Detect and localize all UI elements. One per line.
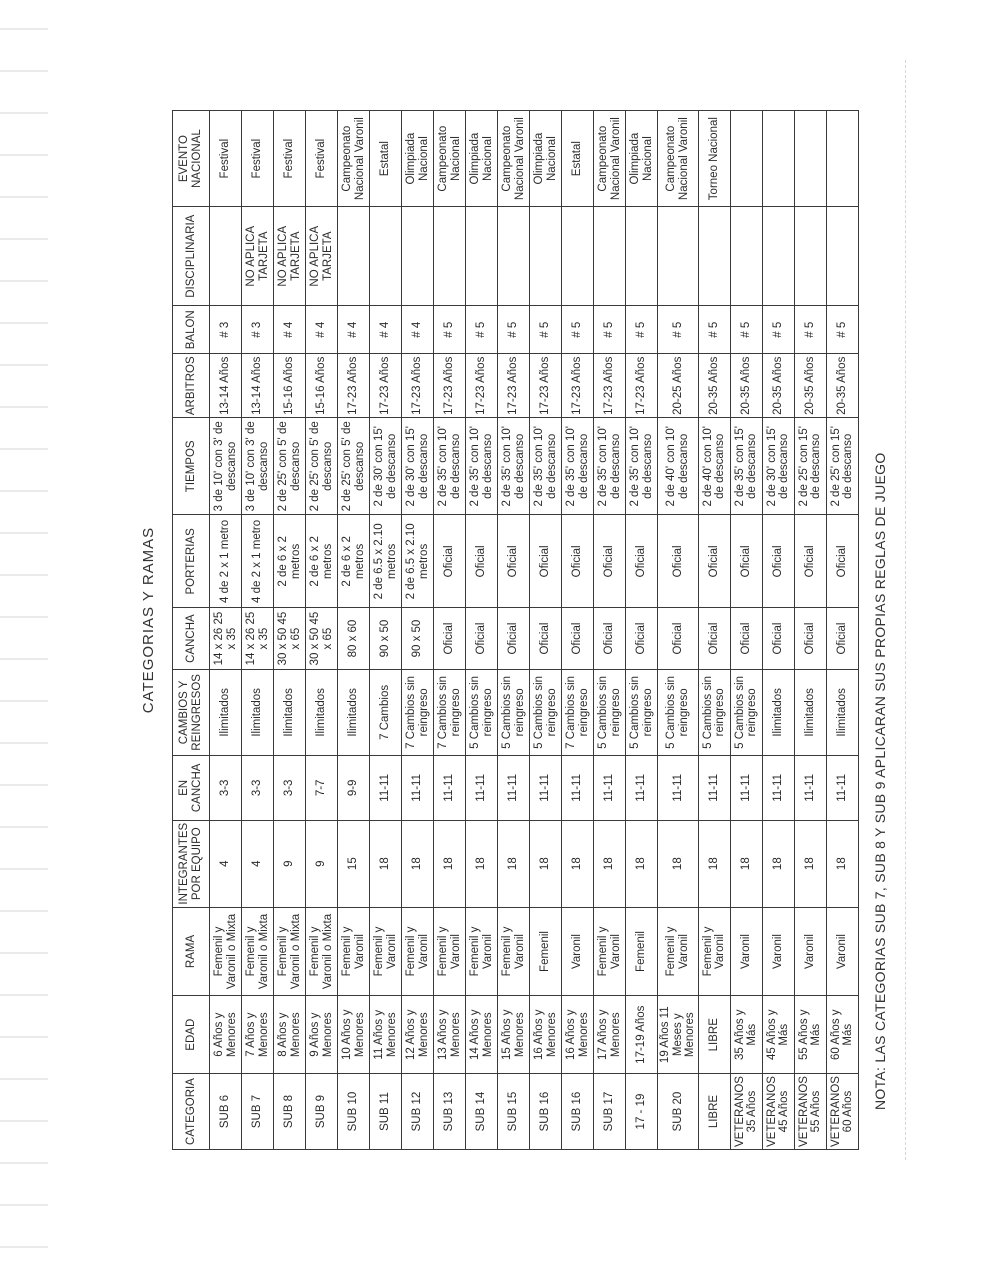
cell-balon: # 5 bbox=[562, 306, 594, 354]
cell-integrantes: 9 bbox=[306, 820, 338, 907]
cell-cambios: Ilimitados bbox=[762, 669, 794, 755]
cell-evento: Campeonato Nacional bbox=[434, 111, 466, 207]
cell-porterias: Oficial bbox=[466, 515, 498, 608]
cell-evento: Campeonato Nacional Varonil bbox=[658, 111, 699, 207]
cell-categoria: SUB 8 bbox=[274, 1074, 306, 1150]
cell-cancha: Oficial bbox=[698, 608, 730, 669]
cell-disciplinaria bbox=[434, 207, 466, 306]
cell-cambios: Ilimitados bbox=[826, 669, 858, 755]
cell-cambios: 7 Cambios sin reingreso bbox=[402, 669, 434, 755]
cell-cambios: Ilimitados bbox=[306, 669, 338, 755]
table-row bbox=[762, 111, 794, 1150]
cell-categoria: SUB 13 bbox=[434, 1074, 466, 1150]
cell-tiempos: 2 de 40' con 10' de descanso bbox=[698, 418, 730, 515]
cell-rama: Varonil bbox=[794, 907, 826, 996]
cell-cancha: Oficial bbox=[826, 608, 858, 669]
table-row bbox=[274, 111, 306, 1150]
cell-integrantes: 18 bbox=[594, 820, 626, 907]
cell-integrantes: 18 bbox=[826, 820, 858, 907]
table-row bbox=[626, 111, 658, 1150]
table-header-row bbox=[173, 111, 210, 1150]
cell-arbitros: 17-23 Años bbox=[594, 354, 626, 418]
cell-en-cancha: 11-11 bbox=[530, 755, 562, 820]
cell-en-cancha: 11-11 bbox=[698, 755, 730, 820]
cell-edad: 45 Años y Más bbox=[762, 996, 794, 1074]
cell-balon: # 5 bbox=[594, 306, 626, 354]
cell-cancha: Oficial bbox=[730, 608, 762, 669]
cell-integrantes: 18 bbox=[658, 820, 699, 907]
cell-en-cancha: 11-11 bbox=[762, 755, 794, 820]
cell-rama: Varonil bbox=[762, 907, 794, 996]
cell-edad: 55 Años y Más bbox=[794, 996, 826, 1074]
cell-integrantes: 9 bbox=[274, 820, 306, 907]
cell-edad: 6 Años y Menores bbox=[210, 996, 242, 1074]
cell-rama: Femenil y Varonil bbox=[402, 907, 434, 996]
cell-porterias: Oficial bbox=[826, 515, 858, 608]
cell-cambios: 7 Cambios bbox=[370, 669, 402, 755]
cell-disciplinaria bbox=[762, 207, 794, 306]
cell-rama: Varonil bbox=[730, 907, 762, 996]
cell-categoria: SUB 16 bbox=[562, 1074, 594, 1150]
cell-balon: # 4 bbox=[402, 306, 434, 354]
cell-balon: # 4 bbox=[338, 306, 370, 354]
cell-tiempos: 2 de 25' con 15' de descanso bbox=[794, 418, 826, 515]
cell-evento: Campeonato Nacional Varonil bbox=[338, 111, 370, 207]
cell-integrantes: 4 bbox=[210, 820, 242, 907]
header-cancha: CANCHA bbox=[173, 608, 210, 669]
cell-balon: # 5 bbox=[826, 306, 858, 354]
cell-arbitros: 17-23 Años bbox=[370, 354, 402, 418]
cell-cancha: 30 x 50 45 x 65 bbox=[306, 608, 338, 669]
cell-porterias: Oficial bbox=[498, 515, 530, 608]
cell-categoria: SUB 9 bbox=[306, 1074, 338, 1150]
cell-disciplinaria bbox=[498, 207, 530, 306]
cell-disciplinaria bbox=[402, 207, 434, 306]
cell-integrantes: 18 bbox=[762, 820, 794, 907]
cell-arbitros: 13-14 Años bbox=[210, 354, 242, 418]
cell-edad: 12 Años y Menores bbox=[402, 996, 434, 1074]
table-row bbox=[466, 111, 498, 1150]
categories-table bbox=[172, 110, 859, 1150]
cell-porterias: Oficial bbox=[530, 515, 562, 608]
cell-categoria: SUB 7 bbox=[242, 1074, 274, 1150]
cell-categoria: VETERANOS 35 Años bbox=[730, 1074, 762, 1150]
table-row bbox=[794, 111, 826, 1150]
cell-edad: 10 Años y Menores bbox=[338, 996, 370, 1074]
cell-en-cancha: 11-11 bbox=[562, 755, 594, 820]
header-porterias: PORTERIAS bbox=[173, 515, 210, 608]
cell-cancha: 90 x 50 bbox=[370, 608, 402, 669]
cell-disciplinaria bbox=[530, 207, 562, 306]
cell-balon: # 5 bbox=[730, 306, 762, 354]
cell-porterias: Oficial bbox=[762, 515, 794, 608]
cell-cambios: 7 Cambios sin reingreso bbox=[562, 669, 594, 755]
cell-tiempos: 2 de 35' con 10' de descanso bbox=[434, 418, 466, 515]
cell-evento: Festival bbox=[242, 111, 274, 207]
cell-balon: # 4 bbox=[274, 306, 306, 354]
cell-categoria: LIBRE bbox=[698, 1074, 730, 1150]
cell-disciplinaria bbox=[210, 207, 242, 306]
cell-edad: 60 Años y Más bbox=[826, 996, 858, 1074]
cell-tiempos: 2 de 35' con 15' de descanso bbox=[730, 418, 762, 515]
cell-cambios: 5 Cambios sin reingreso bbox=[594, 669, 626, 755]
cell-disciplinaria: NO APLICA TARJETA bbox=[274, 207, 306, 306]
cell-evento bbox=[794, 111, 826, 207]
cell-rama: Femenil y Varonil o Mixta bbox=[274, 907, 306, 996]
cell-rama: Femenil y Varonil o Mixta bbox=[306, 907, 338, 996]
cell-balon: # 3 bbox=[210, 306, 242, 354]
cell-categoria: SUB 6 bbox=[210, 1074, 242, 1150]
cell-categoria: SUB 16 bbox=[530, 1074, 562, 1150]
cell-en-cancha: 11-11 bbox=[730, 755, 762, 820]
cell-disciplinaria bbox=[794, 207, 826, 306]
cell-cancha: Oficial bbox=[562, 608, 594, 669]
header-evento: EVENTO NACIONAL bbox=[173, 111, 210, 207]
cell-en-cancha: 11-11 bbox=[626, 755, 658, 820]
cell-disciplinaria bbox=[826, 207, 858, 306]
cell-edad: 17 Años y Menores bbox=[594, 996, 626, 1074]
cell-disciplinaria bbox=[594, 207, 626, 306]
header-tiempos: TIEMPOS bbox=[173, 418, 210, 515]
table-row bbox=[338, 111, 370, 1150]
cell-cancha: Oficial bbox=[530, 608, 562, 669]
cell-en-cancha: 3-3 bbox=[274, 755, 306, 820]
cell-integrantes: 18 bbox=[626, 820, 658, 907]
table-row bbox=[730, 111, 762, 1150]
cell-integrantes: 18 bbox=[402, 820, 434, 907]
cell-en-cancha: 11-11 bbox=[370, 755, 402, 820]
cell-disciplinaria bbox=[562, 207, 594, 306]
cell-en-cancha: 11-11 bbox=[794, 755, 826, 820]
cell-arbitros: 15-16 Años bbox=[306, 354, 338, 418]
cell-en-cancha: 11-11 bbox=[594, 755, 626, 820]
cell-cambios: Ilimitados bbox=[210, 669, 242, 755]
cell-tiempos: 2 de 30' con 15' de descanso bbox=[370, 418, 402, 515]
cell-tiempos: 2 de 30' con 15' de descanso bbox=[762, 418, 794, 515]
cell-categoria: VETERANOS 55 Años bbox=[794, 1074, 826, 1150]
cell-en-cancha: 3-3 bbox=[242, 755, 274, 820]
cell-integrantes: 18 bbox=[370, 820, 402, 907]
cell-cambios: Ilimitados bbox=[274, 669, 306, 755]
cell-balon: # 5 bbox=[698, 306, 730, 354]
cell-evento: Festival bbox=[210, 111, 242, 207]
cell-balon: # 3 bbox=[242, 306, 274, 354]
cell-en-cancha: 11-11 bbox=[658, 755, 699, 820]
cell-evento: Estatal bbox=[370, 111, 402, 207]
header-arbitros: ARBITROS bbox=[173, 354, 210, 418]
cell-categoria: SUB 15 bbox=[498, 1074, 530, 1150]
cell-arbitros: 17-23 Años bbox=[402, 354, 434, 418]
cell-cancha: Oficial bbox=[498, 608, 530, 669]
cell-cancha: Oficial bbox=[762, 608, 794, 669]
cell-cambios: Ilimitados bbox=[338, 669, 370, 755]
cell-evento: Olimpiada Nacional bbox=[626, 111, 658, 207]
table-row bbox=[498, 111, 530, 1150]
header-rama: RAMA bbox=[173, 907, 210, 996]
cell-cancha: Oficial bbox=[594, 608, 626, 669]
table-row bbox=[530, 111, 562, 1150]
cell-categoria: SUB 10 bbox=[338, 1074, 370, 1150]
header-en-cancha: EN CANCHA bbox=[173, 755, 210, 820]
cell-tiempos: 2 de 35' con 10' de descanso bbox=[626, 418, 658, 515]
cell-categoria: 17 - 19 bbox=[626, 1074, 658, 1150]
cell-cambios: 5 Cambios sin reingreso bbox=[658, 669, 699, 755]
cell-en-cancha: 7-7 bbox=[306, 755, 338, 820]
cell-evento: Olimpiada Nacional bbox=[466, 111, 498, 207]
cell-arbitros: 13-14 Años bbox=[242, 354, 274, 418]
cell-rama: Femenil y Varonil bbox=[594, 907, 626, 996]
table-row bbox=[658, 111, 699, 1150]
cell-rama: Femenil bbox=[626, 907, 658, 996]
cell-cancha: 90 x 50 bbox=[402, 608, 434, 669]
cell-edad: 8 Años y Menores bbox=[274, 996, 306, 1074]
cell-evento bbox=[826, 111, 858, 207]
cell-balon: # 5 bbox=[626, 306, 658, 354]
cell-edad: 15 Años y Menores bbox=[498, 996, 530, 1074]
cell-arbitros: 20-35 Años bbox=[730, 354, 762, 418]
cell-arbitros: 17-23 Años bbox=[338, 354, 370, 418]
cell-rama: Femenil y Varonil o Mixta bbox=[242, 907, 274, 996]
cell-integrantes: 18 bbox=[466, 820, 498, 907]
cell-edad: 19 Años 11 Meses y Menores bbox=[658, 996, 699, 1074]
cell-balon: # 5 bbox=[762, 306, 794, 354]
cell-cambios: 5 Cambios sin reingreso bbox=[626, 669, 658, 755]
cell-arbitros: 17-23 Años bbox=[562, 354, 594, 418]
table-row bbox=[434, 111, 466, 1150]
cell-arbitros: 17-23 Años bbox=[466, 354, 498, 418]
cell-rama: Varonil bbox=[826, 907, 858, 996]
cell-tiempos: 2 de 25' con 5' de descanso bbox=[306, 418, 338, 515]
cell-edad: 16 Años y Menores bbox=[562, 996, 594, 1074]
cell-cambios: 5 Cambios sin reingreso bbox=[530, 669, 562, 755]
cell-tiempos: 3 de 10' con 3' de descanso bbox=[242, 418, 274, 515]
cell-integrantes: 18 bbox=[530, 820, 562, 907]
rotated-page bbox=[0, 10, 990, 1270]
cell-integrantes: 18 bbox=[434, 820, 466, 907]
cell-categoria: VETERANOS 45 Años bbox=[762, 1074, 794, 1150]
cell-rama: Femenil y Varonil bbox=[498, 907, 530, 996]
cell-tiempos: 2 de 40' con 10' de descanso bbox=[658, 418, 699, 515]
cell-cancha: Oficial bbox=[658, 608, 699, 669]
cell-evento: Torneo Nacional bbox=[698, 111, 730, 207]
cell-evento: Olimpiada Nacional bbox=[530, 111, 562, 207]
cell-en-cancha: 9-9 bbox=[338, 755, 370, 820]
cell-en-cancha: 11-11 bbox=[434, 755, 466, 820]
header-edad: EDAD bbox=[173, 996, 210, 1074]
cell-cancha: Oficial bbox=[626, 608, 658, 669]
cell-edad: 9 Años y Menores bbox=[306, 996, 338, 1074]
cell-cancha: Oficial bbox=[466, 608, 498, 669]
cell-porterias: Oficial bbox=[562, 515, 594, 608]
cell-tiempos: 2 de 35' con 10' de descanso bbox=[562, 418, 594, 515]
cell-tiempos: 2 de 25' con 5' de descanso bbox=[338, 418, 370, 515]
cell-integrantes: 15 bbox=[338, 820, 370, 907]
cell-arbitros: 17-23 Años bbox=[530, 354, 562, 418]
cell-tiempos: 2 de 35' con 10' de descanso bbox=[530, 418, 562, 515]
cell-en-cancha: 3-3 bbox=[210, 755, 242, 820]
cell-evento bbox=[730, 111, 762, 207]
header-cambios: CAMBIOS Y REINGRESOS bbox=[173, 669, 210, 755]
cell-arbitros: 20-25 Años bbox=[658, 354, 699, 418]
header-balon: BALON bbox=[173, 306, 210, 354]
cell-edad: 14 Años y Menores bbox=[466, 996, 498, 1074]
cell-porterias: 4 de 2 x 1 metro bbox=[210, 515, 242, 608]
cell-cambios: Ilimitados bbox=[242, 669, 274, 755]
cell-arbitros: 20-35 Años bbox=[698, 354, 730, 418]
cell-rama: Femenil y Varonil bbox=[658, 907, 699, 996]
cell-tiempos: 2 de 30' con 15' de descanso bbox=[402, 418, 434, 515]
cell-categoria: SUB 20 bbox=[658, 1074, 699, 1150]
cell-disciplinaria bbox=[730, 207, 762, 306]
cell-balon: # 5 bbox=[530, 306, 562, 354]
cell-tiempos: 2 de 25' con 5' de descanso bbox=[274, 418, 306, 515]
table-row bbox=[370, 111, 402, 1150]
table-body bbox=[210, 111, 859, 1150]
cell-en-cancha: 11-11 bbox=[498, 755, 530, 820]
cell-porterias: Oficial bbox=[658, 515, 699, 608]
cell-cambios: 5 Cambios sin reingreso bbox=[698, 669, 730, 755]
cell-porterias: 2 de 6 x 2 metros bbox=[338, 515, 370, 608]
header-integrantes: INTEGRANTES POR EQUIPO bbox=[173, 820, 210, 907]
cell-cancha: 80 x 60 bbox=[338, 608, 370, 669]
cell-porterias: Oficial bbox=[698, 515, 730, 608]
cell-rama: Varonil bbox=[562, 907, 594, 996]
cell-porterias: Oficial bbox=[626, 515, 658, 608]
cell-disciplinaria bbox=[466, 207, 498, 306]
table-row bbox=[562, 111, 594, 1150]
cell-rama: Femenil y Varonil bbox=[434, 907, 466, 996]
cell-arbitros: 20-35 Años bbox=[794, 354, 826, 418]
cell-porterias: Oficial bbox=[794, 515, 826, 608]
table-row bbox=[210, 111, 242, 1150]
cell-balon: # 5 bbox=[498, 306, 530, 354]
cell-porterias: 2 de 6 x 2 metros bbox=[274, 515, 306, 608]
cell-edad: 13 Años y Menores bbox=[434, 996, 466, 1074]
table-row bbox=[306, 111, 338, 1150]
cell-evento: Festival bbox=[274, 111, 306, 207]
cell-disciplinaria: NO APLICA TARJETA bbox=[242, 207, 274, 306]
cell-edad: 16 Años y Menores bbox=[530, 996, 562, 1074]
cell-tiempos: 2 de 25' con 15' de descanso bbox=[826, 418, 858, 515]
cell-balon: # 4 bbox=[370, 306, 402, 354]
cell-cancha: 14 x 26 25 x 35 bbox=[210, 608, 242, 669]
cell-cancha: 30 x 50 45 x 65 bbox=[274, 608, 306, 669]
cell-categoria: VETERANOS 60 Años bbox=[826, 1074, 858, 1150]
cell-categoria: SUB 11 bbox=[370, 1074, 402, 1150]
cell-rama: Femenil bbox=[530, 907, 562, 996]
cell-integrantes: 18 bbox=[498, 820, 530, 907]
cell-arbitros: 20-35 Años bbox=[826, 354, 858, 418]
cell-balon: # 5 bbox=[658, 306, 699, 354]
cell-edad: 17-19 Años bbox=[626, 996, 658, 1074]
cell-integrantes: 18 bbox=[562, 820, 594, 907]
cell-porterias: Oficial bbox=[434, 515, 466, 608]
cell-evento bbox=[762, 111, 794, 207]
cell-cancha: Oficial bbox=[434, 608, 466, 669]
header-categoria: CATEGORIA bbox=[173, 1074, 210, 1150]
cell-cambios: Ilimitados bbox=[794, 669, 826, 755]
footnote: NOTA: LAS CATEGORIAS SUB 7, SUB 8 Y SUB 9 APLICARAN SUS PROPIAS REGLAS DE JUEGO bbox=[872, 452, 888, 1110]
cell-edad: 7 Años y Menores bbox=[242, 996, 274, 1074]
cell-porterias: 2 de 6.5 x 2.10 metros bbox=[402, 515, 434, 608]
cell-integrantes: 18 bbox=[698, 820, 730, 907]
cell-arbitros: 17-23 Años bbox=[626, 354, 658, 418]
cell-tiempos: 3 de 10' con 3' de descanso bbox=[210, 418, 242, 515]
cell-cancha: 14 x 26 25 x 35 bbox=[242, 608, 274, 669]
cell-arbitros: 17-23 Años bbox=[434, 354, 466, 418]
cell-cambios: 5 Cambios sin reingreso bbox=[730, 669, 762, 755]
cell-evento: Campeonato Nacional Varonil bbox=[498, 111, 530, 207]
cell-edad: 35 Años y Más bbox=[730, 996, 762, 1074]
cell-disciplinaria bbox=[626, 207, 658, 306]
cell-disciplinaria bbox=[698, 207, 730, 306]
cell-cambios: 5 Cambios sin reingreso bbox=[498, 669, 530, 755]
cell-porterias: Oficial bbox=[730, 515, 762, 608]
table-row bbox=[826, 111, 858, 1150]
cell-disciplinaria bbox=[338, 207, 370, 306]
cell-cambios: 7 Cambios sin reingreso bbox=[434, 669, 466, 755]
cell-en-cancha: 11-11 bbox=[466, 755, 498, 820]
cell-rama: Femenil y Varonil bbox=[370, 907, 402, 996]
cell-categoria: SUB 17 bbox=[594, 1074, 626, 1150]
cell-porterias: Oficial bbox=[594, 515, 626, 608]
cell-arbitros: 15-16 Años bbox=[274, 354, 306, 418]
cell-en-cancha: 11-11 bbox=[826, 755, 858, 820]
cell-evento: Campeonato Nacional Varonil bbox=[594, 111, 626, 207]
cell-arbitros: 17-23 Años bbox=[498, 354, 530, 418]
cell-cancha: Oficial bbox=[794, 608, 826, 669]
cell-balon: # 4 bbox=[306, 306, 338, 354]
cell-rama: Femenil y Varonil bbox=[466, 907, 498, 996]
header-disciplinaria: DISCIPLINARIA bbox=[173, 207, 210, 306]
cell-en-cancha: 11-11 bbox=[402, 755, 434, 820]
table-row bbox=[242, 111, 274, 1150]
cell-porterias: 2 de 6 x 2 metros bbox=[306, 515, 338, 608]
cell-rama: Femenil y Varonil bbox=[698, 907, 730, 996]
cell-tiempos: 2 de 35' con 10' de descanso bbox=[594, 418, 626, 515]
cell-balon: # 5 bbox=[434, 306, 466, 354]
cell-disciplinaria bbox=[658, 207, 699, 306]
cell-edad: 11 Años y Menores bbox=[370, 996, 402, 1074]
table-row bbox=[698, 111, 730, 1150]
cell-porterias: 4 de 2 x 1 metro bbox=[242, 515, 274, 608]
cell-balon: # 5 bbox=[466, 306, 498, 354]
cell-edad: LIBRE bbox=[698, 996, 730, 1074]
cell-disciplinaria bbox=[370, 207, 402, 306]
table-row bbox=[594, 111, 626, 1150]
cell-categoria: SUB 14 bbox=[466, 1074, 498, 1150]
cell-categoria: SUB 12 bbox=[402, 1074, 434, 1150]
cell-evento: Estatal bbox=[562, 111, 594, 207]
cell-evento: Festival bbox=[306, 111, 338, 207]
cell-disciplinaria: NO APLICA TARJETA bbox=[306, 207, 338, 306]
cell-balon: # 5 bbox=[794, 306, 826, 354]
cell-tiempos: 2 de 35' con 10' de descanso bbox=[498, 418, 530, 515]
cell-rama: Femenil y Varonil o Mixta bbox=[210, 907, 242, 996]
table-row bbox=[402, 111, 434, 1150]
cell-integrantes: 18 bbox=[794, 820, 826, 907]
cell-integrantes: 18 bbox=[730, 820, 762, 907]
cell-cambios: 5 Cambios sin reingreso bbox=[466, 669, 498, 755]
cell-integrantes: 4 bbox=[242, 820, 274, 907]
cell-evento: Olimpiada Nacional bbox=[402, 111, 434, 207]
page-title: CATEGORIAS Y RAMAS bbox=[140, 526, 157, 714]
cell-tiempos: 2 de 35' con 10' de descanso bbox=[466, 418, 498, 515]
cell-arbitros: 20-35 Años bbox=[762, 354, 794, 418]
cell-rama: Femenil y Varonil bbox=[338, 907, 370, 996]
cell-porterias: 2 de 6.5 x 2.10 metros bbox=[370, 515, 402, 608]
